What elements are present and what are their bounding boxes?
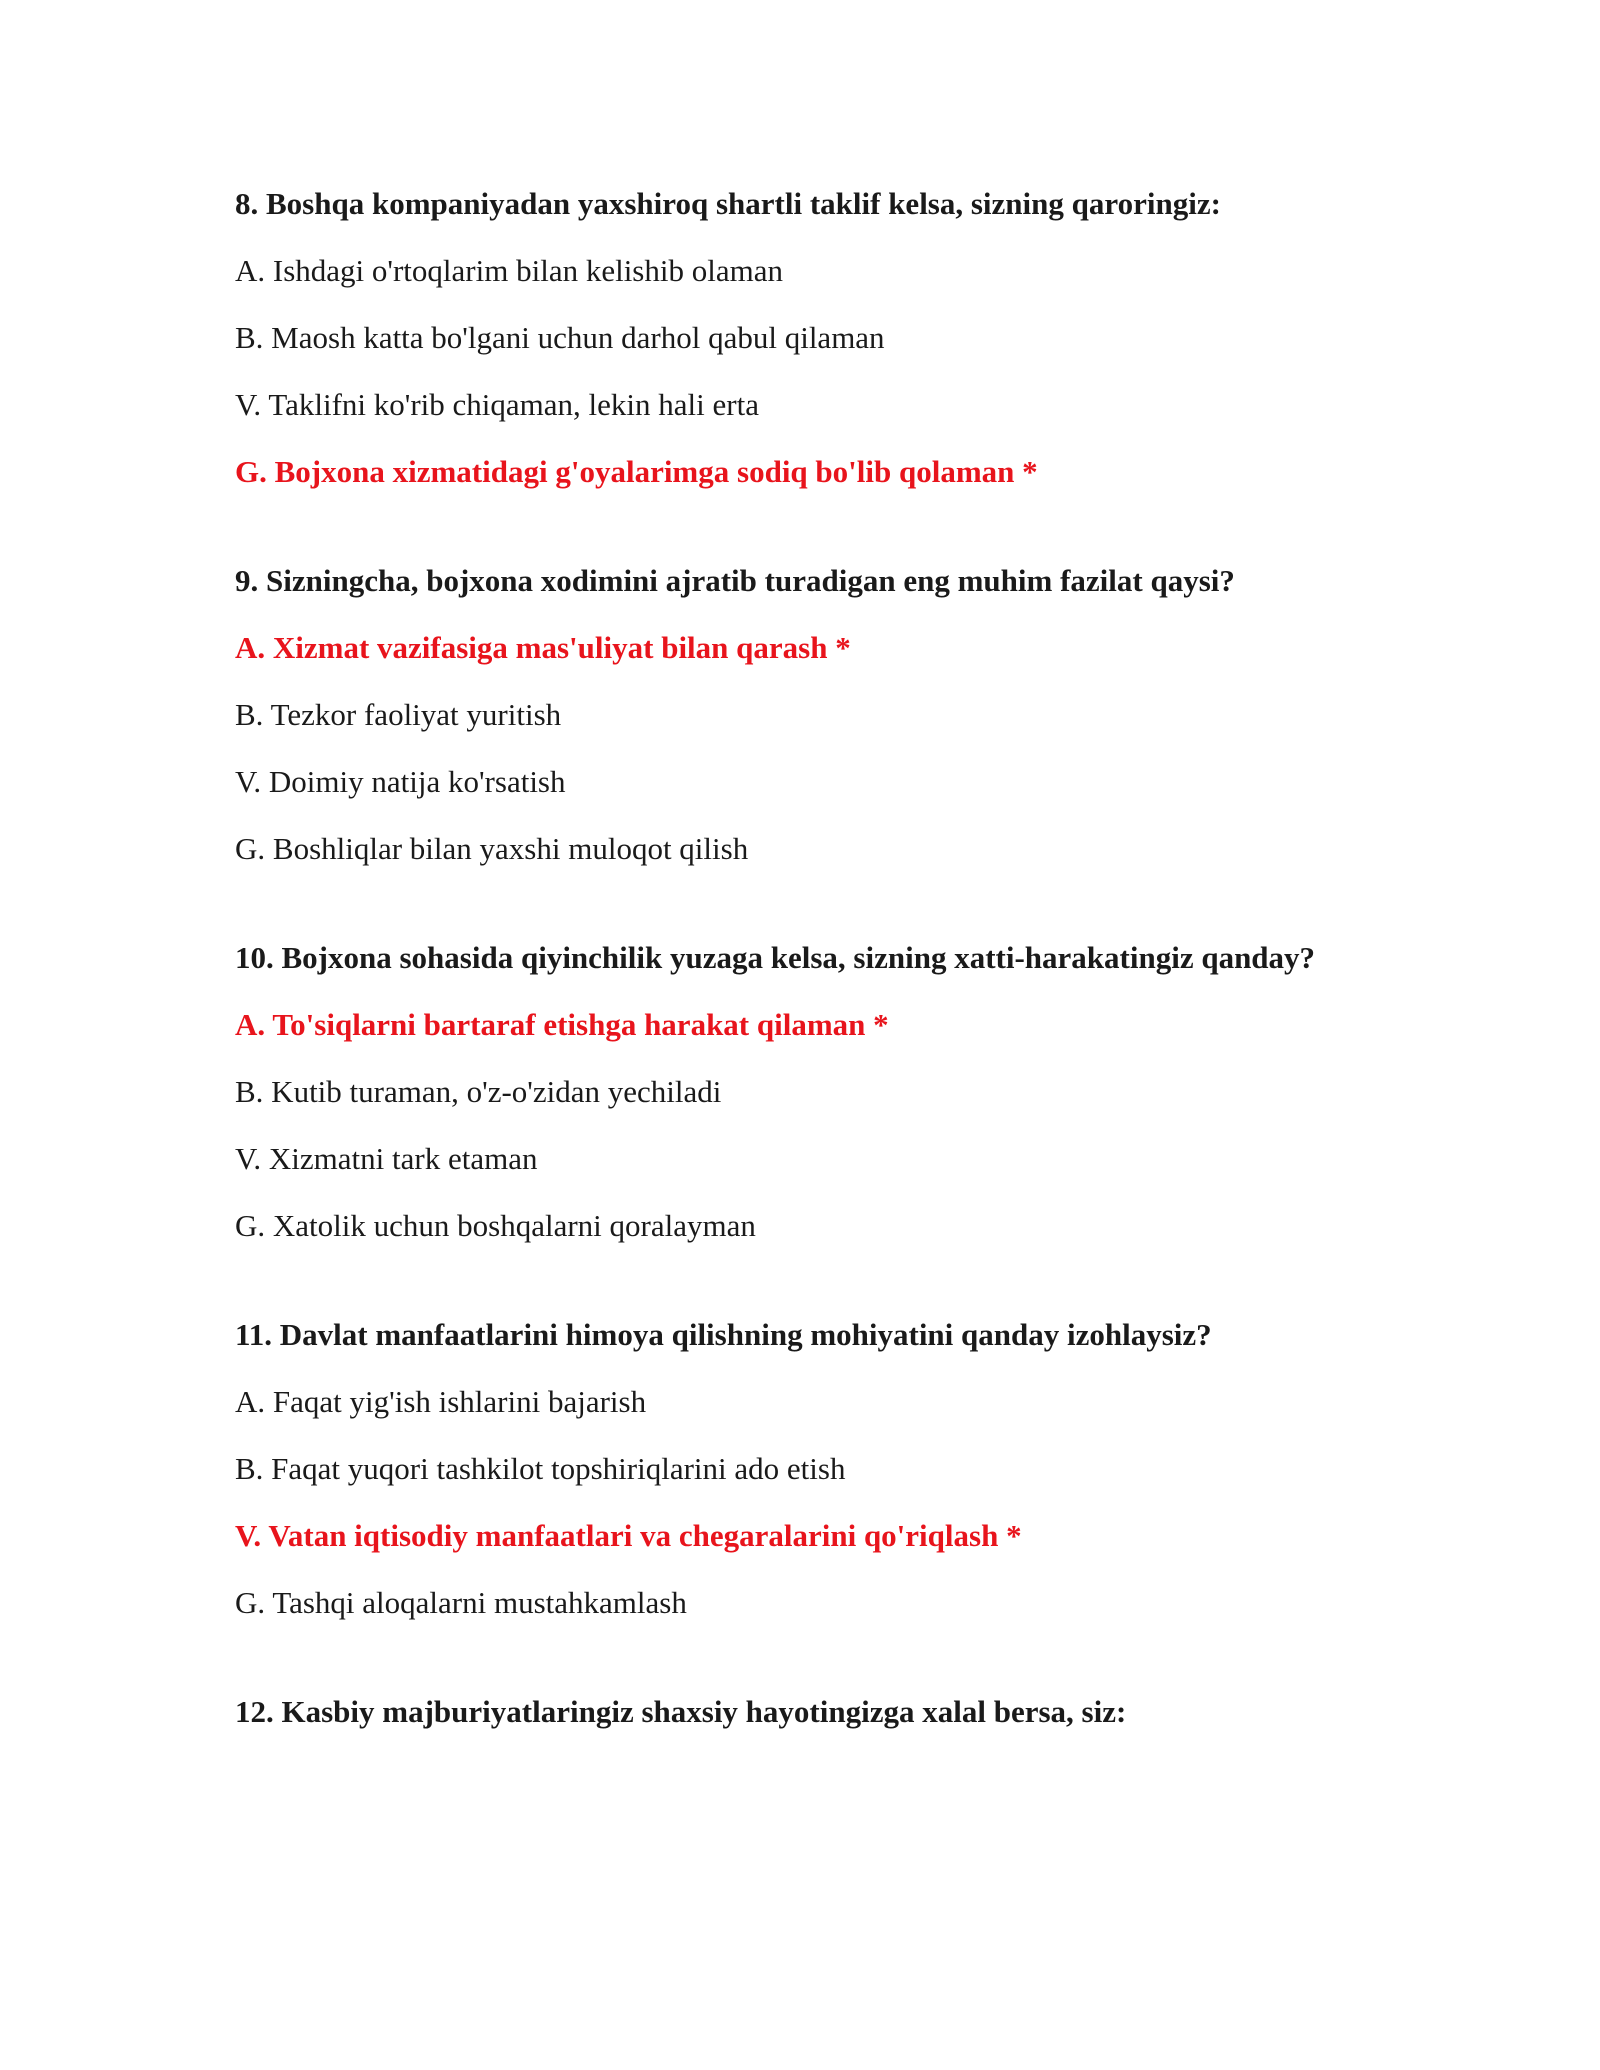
question-title: 8. Boshqa kompaniyadan yaxshiroq shartli taklif kelsa, sizning qaroringiz: (235, 186, 1221, 221)
question-title: 9. Sizningcha, bojxona xodimini ajratib turadigan eng muhim fazilat qaysi? (235, 563, 1235, 598)
question-block-12 (235, 1691, 1415, 1733)
quiz-content (235, 183, 1415, 1800)
question-block-11 (235, 1314, 1415, 1624)
correct-answer-option: A. To'siqlarni bartaraf etishga harakat qilaman * (235, 1007, 889, 1042)
answer-option: B. Faqat yuqori tashkilot topshiriqlarini ado etish (235, 1451, 846, 1486)
answer-option: V. Doimiy natija ko'rsatish (235, 764, 566, 799)
answer-option: G. Boshliqlar bilan yaxshi muloqot qilish (235, 831, 749, 866)
question-title: 10. Bojxona sohasida qiyinchilik yuzaga kelsa, sizning xatti-harakatingiz qanday? (235, 940, 1316, 975)
question-block-9 (235, 560, 1415, 870)
answer-option: B. Kutib turaman, o'z-o'zidan yechiladi (235, 1074, 722, 1109)
answer-option: G. Xatolik uchun boshqalarni qoralayman (235, 1208, 756, 1243)
answer-option: A. Ishdagi o'rtoqlarim bilan kelishib olaman (235, 253, 783, 288)
correct-answer-option: A. Xizmat vazifasiga mas'uliyat bilan qarash * (235, 630, 851, 665)
question-block-10 (235, 937, 1415, 1247)
question-title: 11. Davlat manfaatlarini himoya qilishning mohiyatini qanday izohlaysiz? (235, 1317, 1212, 1352)
answer-option: B. Maosh katta bo'lgani uchun darhol qabul qilaman (235, 320, 885, 355)
answer-option: B. Tezkor faoliyat yuritish (235, 697, 562, 732)
answer-option: G. Tashqi aloqalarni mustahkamlash (235, 1585, 687, 1620)
correct-answer-option: G. Bojxona xizmatidagi g'oyalarimga sodiq bo'lib qolaman * (235, 454, 1038, 489)
question-title: 12. Kasbiy majburiyatlaringiz shaxsiy hayotingizga xalal bersa, siz: (235, 1694, 1127, 1729)
correct-answer-option: V. Vatan iqtisodiy manfaatlari va chegaralarini qo'riqlash * (235, 1518, 1022, 1553)
question-block-8 (235, 183, 1415, 493)
answer-option: V. Xizmatni tark etaman (235, 1141, 538, 1176)
answer-option: V. Taklifni ko'rib chiqaman, lekin hali erta (235, 387, 759, 422)
answer-option: A. Faqat yig'ish ishlarini bajarish (235, 1384, 647, 1419)
